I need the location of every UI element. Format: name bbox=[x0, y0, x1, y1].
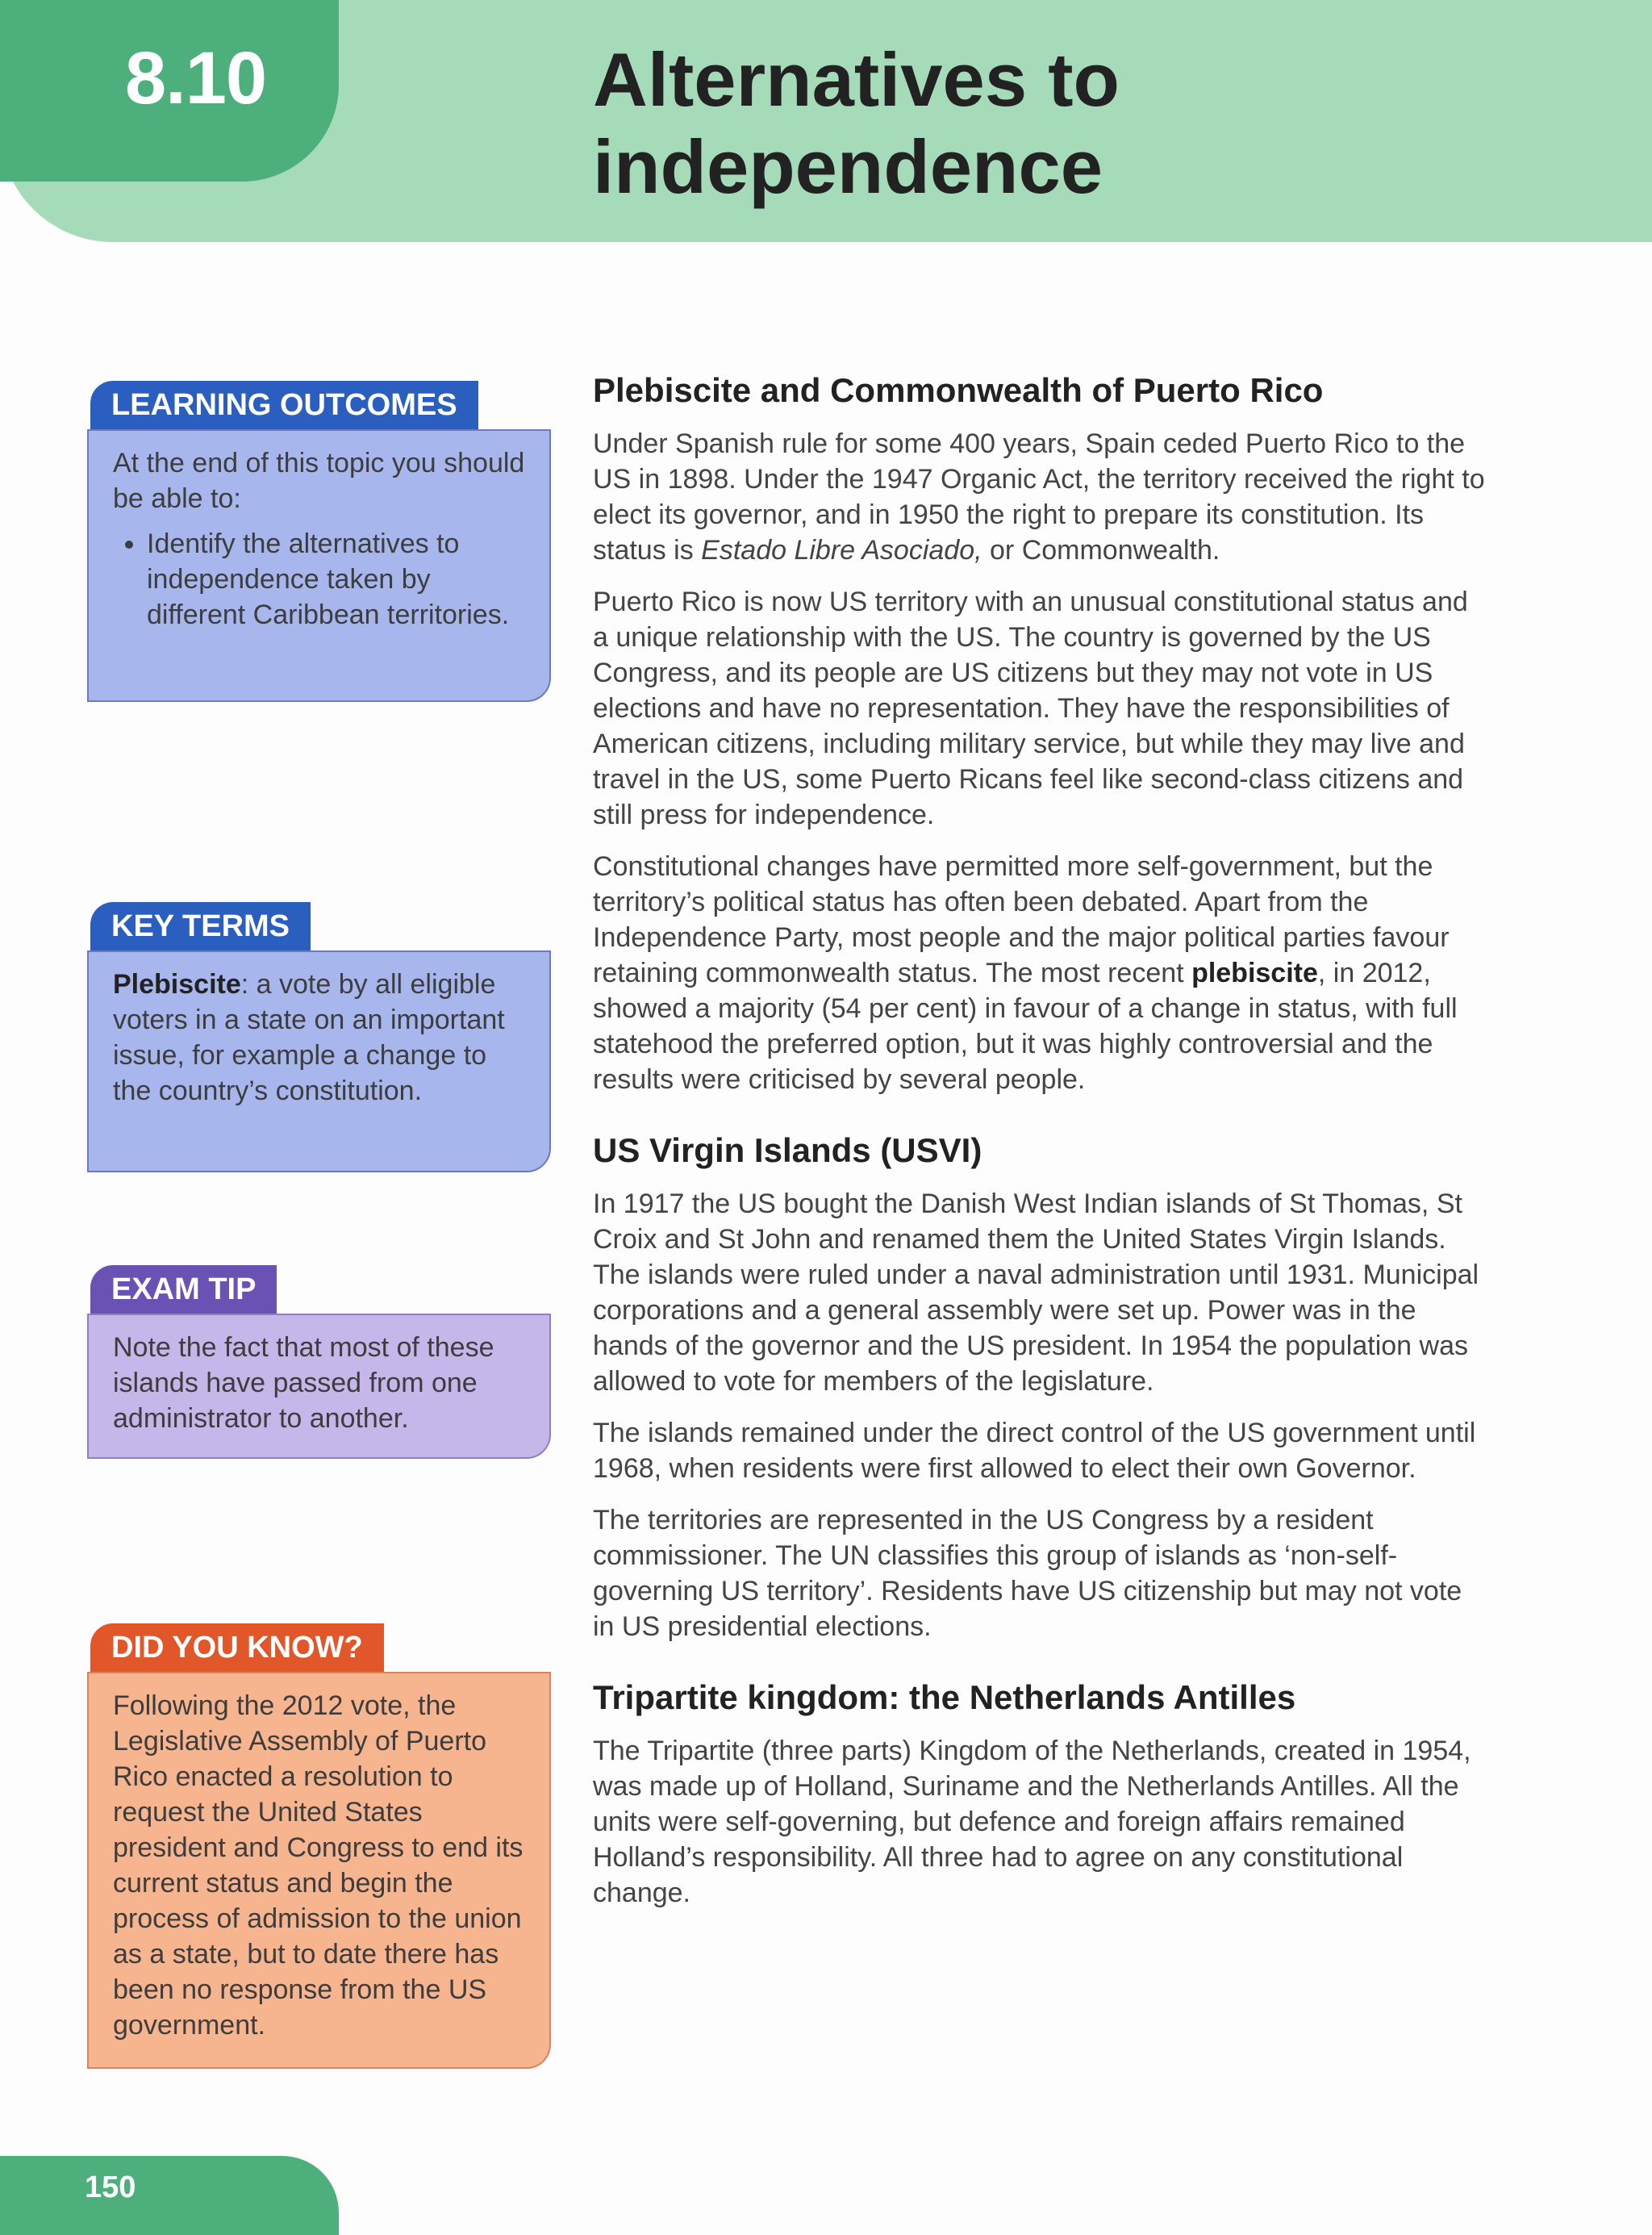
section-heading: Tripartite kingdom: the Netherlands Antilles bbox=[593, 1678, 1296, 1716]
page-title: Alternatives to independence bbox=[593, 37, 1120, 209]
paragraph-text: , in 2012, showed a majority (54 per cent) in favour of a change in status, with full statehood the preferred option, but it was highly controversial and the results were criticised by several people. bbox=[593, 958, 1458, 1095]
learning-outcomes-intro: At the end of this topic you should be able to: bbox=[113, 448, 525, 514]
section-netherlands-antilles bbox=[593, 1677, 1488, 1911]
section-heading: Plebiscite and Commonwealth of Puerto Rico bbox=[593, 371, 1324, 409]
learning-outcomes-box bbox=[87, 429, 551, 702]
section-number: 8.10 bbox=[125, 37, 267, 119]
key-term: Plebiscite bbox=[113, 969, 241, 1000]
paragraph bbox=[593, 849, 1488, 1097]
did-you-know-label: DID YOU KNOW? bbox=[90, 1623, 384, 1672]
did-you-know-box bbox=[87, 1672, 551, 2069]
italic-term: Estado Libre Asociado, bbox=[701, 535, 982, 566]
exam-tip-box bbox=[87, 1314, 551, 1459]
paragraph: The Tripartite (three parts) Kingdom of the Netherlands, created in 1954, was made up of Holland, Suriname and the Netherlands Antilles. All the units were self-governing, but defence and foreign affairs remained Holland’s responsibility. All three had to agree on any constitutional change. bbox=[593, 1736, 1471, 1908]
page-number: 150 bbox=[85, 2170, 136, 2204]
paragraph-text: or Commonwealth. bbox=[982, 535, 1220, 566]
paragraph: The islands remained under the direct control of the US government until 1968, when residents were first allowed to elect their own Governor. bbox=[593, 1418, 1476, 1484]
key-term-entry bbox=[113, 967, 525, 1109]
did-you-know-text: Following the 2012 vote, the Legislative Assembly of Puerto Rico enacted a resolution to request the United States president and Congress to end its current status and begin the process of admission to the union as a state, but to date there has been no response from the US government. bbox=[113, 1690, 524, 2041]
learning-outcome-item: • Identify the alternatives to independence taken by different Caribbean territories. bbox=[147, 526, 525, 633]
main-content bbox=[593, 370, 1488, 1943]
exam-tip-label: EXAM TIP bbox=[90, 1265, 277, 1314]
learning-outcomes-list bbox=[113, 526, 525, 633]
section-heading: US Virgin Islands (USVI) bbox=[593, 1131, 982, 1169]
exam-tip-text: Note the fact that most of these islands have passed from one administrator to another. bbox=[113, 1332, 494, 1434]
key-terms-label: KEY TERMS bbox=[90, 902, 311, 950]
paragraph: The territories are represented in the US Congress by a resident commissioner. The UN classifies this group of islands as ‘non-self-governing US territory’. Residents have US citizenship but may not vote in US presidential elections. bbox=[593, 1505, 1462, 1642]
key-term-definition: : a vote by all eligible voters in a state on an important issue, for example a change to the country’s constitution. bbox=[113, 969, 505, 1106]
section-puerto-rico bbox=[593, 370, 1488, 1097]
learning-outcomes-label: LEARNING OUTCOMES bbox=[90, 381, 478, 429]
section-usvi bbox=[593, 1130, 1488, 1644]
paragraph: In 1917 the US bought the Danish West Indian islands of St Thomas, St Croix and St John and renamed them the United States Virgin Islands. The islands were ruled under a naval administration until 1931. Municipal corporations and a general assembly were set up. Power was in the hands of the governor and the US president. In 1954 the population was allowed to vote for members of the legislature. bbox=[593, 1189, 1479, 1397]
footer-tab bbox=[0, 2156, 339, 2235]
bold-term: plebiscite bbox=[1191, 958, 1318, 988]
paragraph bbox=[593, 426, 1488, 568]
paragraph: Puerto Rico is now US territory with an unusual constitutional status and a unique relationship with the US. The country is governed by the US Congress, and its people are US citizens but they may not vote in US elections and have no representation. They have the responsibilities of American citizens, including military service, but while they may live and travel in the US, some Puerto Ricans feel like second-class citizens and still press for independence. bbox=[593, 587, 1468, 830]
key-terms-box bbox=[87, 950, 551, 1172]
paragraph-text: Under Spanish rule for some 400 years, Spain ceded Puerto Rico to the US in 1898. Under the 1947 Organic Act, the territory received the right to elect its governor, and in 1950 the right to prepare its constitution. Its status is bbox=[593, 428, 1485, 566]
paragraph-text: Constitutional changes have permitted more self-government, but the territory’s political status has often been debated. Apart from the Independence Party, most people and the major political parties favour retaining commonwealth status. The most recent bbox=[593, 851, 1450, 988]
